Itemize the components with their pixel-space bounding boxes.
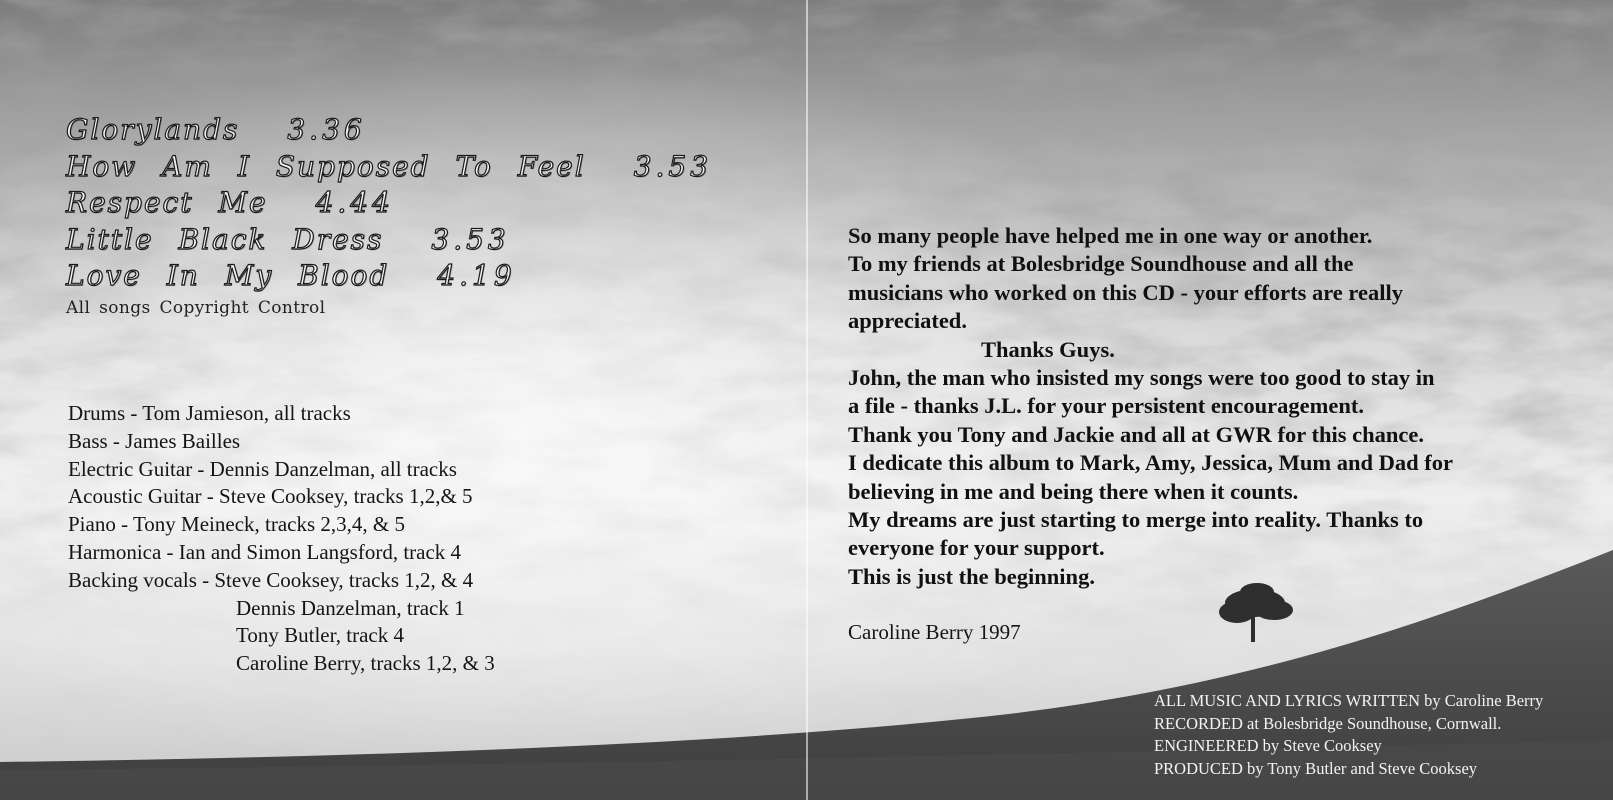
- musician-credits: [68, 400, 495, 678]
- track-duration: 3.53: [431, 222, 510, 256]
- thanks-line: So many people have helped me in one way or another.: [848, 223, 1373, 248]
- track-title: How Am I Supposed To Feel: [66, 149, 586, 183]
- credit-line: Acoustic Guitar - Steve Cooksey, tracks 1,2,& 5: [68, 484, 473, 509]
- thanks-line: I dedicate this album to Mark, Amy, Jessica, Mum and Dad for: [848, 450, 1454, 476]
- track-title: Love In My Blood: [66, 259, 390, 292]
- tracklist: [66, 112, 712, 318]
- credit-line: Tony Butler, track 4: [236, 623, 404, 648]
- credit-line: Electric Guitar - Dennis Danzelman, all tracks: [68, 456, 457, 481]
- track-duration: 3.36: [287, 113, 366, 146]
- thanks-line: My dreams are just starting to merge into reality. Thanks to: [848, 507, 1424, 533]
- track-3: [66, 185, 712, 222]
- cd-fold-crease: [806, 0, 808, 800]
- track-duration: 3.53: [633, 149, 713, 183]
- track-title: Respect Me: [66, 186, 268, 219]
- track-duration: 4.19: [437, 259, 516, 292]
- track-title: Little Black Dress: [66, 222, 384, 256]
- thanks-line: Thanks Guys.: [981, 336, 1115, 362]
- thank-you-message: [848, 222, 1593, 591]
- credit-line: Drums - Tom Jamieson, all tracks: [68, 401, 351, 425]
- thanks-line: To my friends at Bolesbridge Soundhouse and all the: [848, 251, 1354, 277]
- signature: Caroline Berry 1997: [848, 620, 1021, 644]
- production-line: ALL MUSIC AND LYRICS WRITTEN by Caroline Berry: [1154, 691, 1544, 710]
- production-line: PRODUCED by Tony Butler and Steve Cooksey: [1154, 758, 1478, 778]
- track-1: [66, 112, 712, 149]
- copyright-notice: All songs Copyright Control: [66, 297, 326, 318]
- thanks-line: believing in me and being there when it counts.: [848, 478, 1299, 504]
- thanks-line: John, the man who insisted my songs were too good to stay in: [848, 365, 1435, 391]
- credit-line: Caroline Berry, tracks 1,2, & 3: [236, 651, 495, 676]
- track-title: Glorylands: [66, 113, 240, 146]
- thanks-line: musicians who worked on this CD - your efforts are really: [848, 279, 1403, 305]
- track-duration: 4.44: [315, 186, 394, 219]
- credit-line: Bass - James Bailles: [68, 428, 241, 453]
- track-5: [66, 258, 712, 295]
- track-4: [66, 222, 712, 259]
- credit-line: Dennis Danzelman, track 1: [236, 595, 465, 620]
- thanks-line: This is just the beginning.: [848, 563, 1095, 589]
- production-credits: [1154, 690, 1613, 780]
- thanks-line: everyone for your support.: [848, 535, 1105, 561]
- track-2: [66, 149, 712, 186]
- thanks-line: appreciated.: [848, 308, 967, 334]
- credit-line: Piano - Tony Meineck, tracks 2,3,4, & 5: [68, 512, 406, 537]
- thanks-line: a file - thanks J.L. for your persistent encouragement.: [848, 393, 1365, 419]
- production-line: RECORDED at Bolesbridge Soundhouse, Cornwall.: [1154, 713, 1502, 733]
- production-line: ENGINEERED by Steve Cooksey: [1154, 736, 1382, 756]
- thanks-line: Thank you Tony and Jackie and all at GWR for this chance.: [848, 421, 1424, 447]
- credit-line: Backing vocals - Steve Cooksey, tracks 1,2, & 4: [68, 567, 474, 592]
- credit-line: Harmonica - Ian and Simon Langsford, track 4: [68, 539, 462, 564]
